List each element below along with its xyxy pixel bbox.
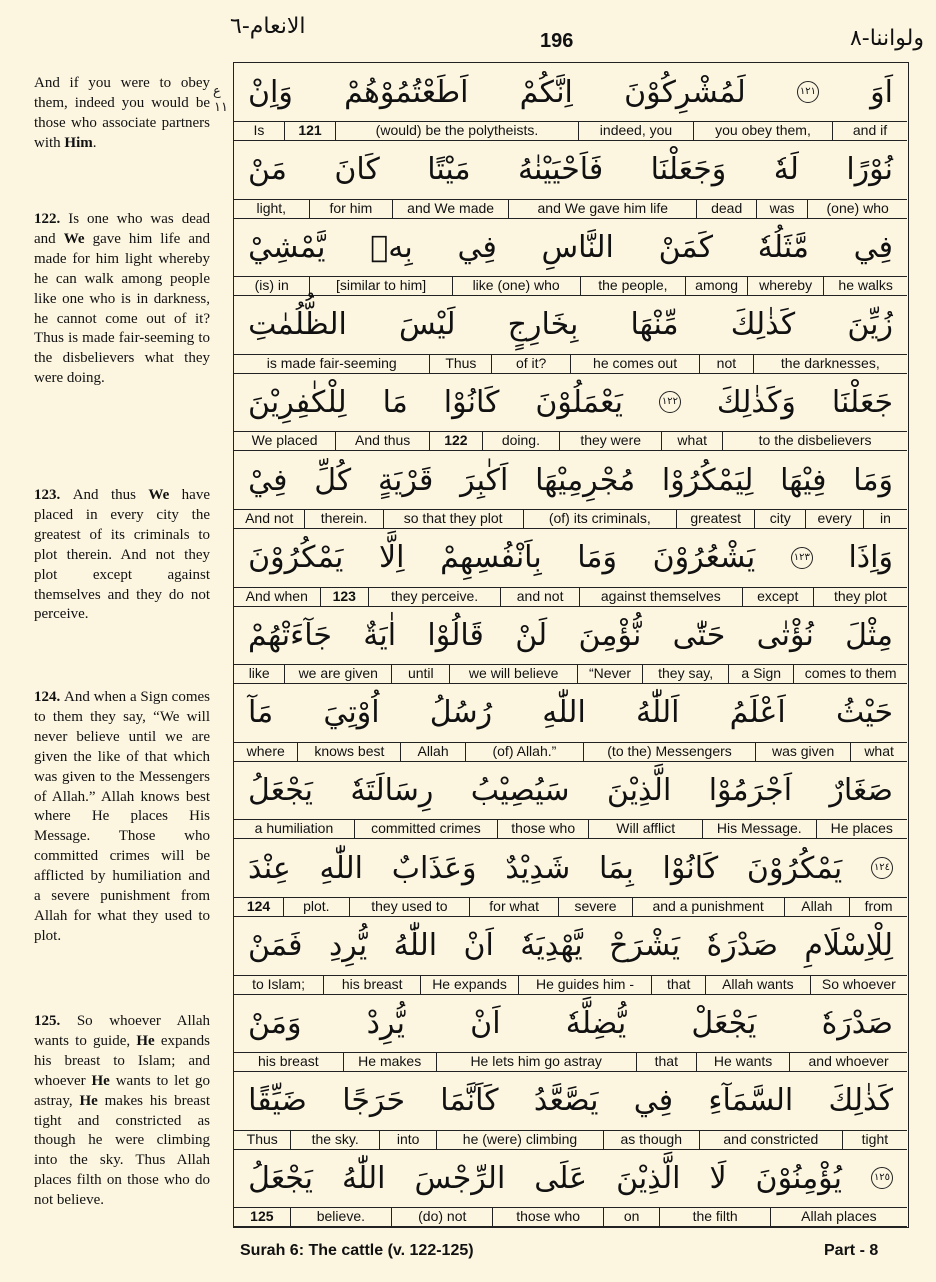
english-gloss-cell: those who [497,820,588,838]
arabic-word: زُيِّنَ [847,307,893,343]
arabic-word: وَاِنْ [248,74,293,110]
english-gloss-cell: plot. [283,898,349,916]
english-gloss-cell: a Sign [728,665,793,683]
arabic-word: فِيْ [248,462,288,498]
arabic-word: يُّرِدِ [328,928,368,964]
english-gloss-cell: knows best [297,743,400,761]
arabic-word: بِمَا [598,850,634,886]
english-gloss-cell: Thus [429,355,491,373]
english-gloss-line [234,1130,907,1150]
english-gloss-cell: what [850,743,907,761]
english-gloss-line [234,975,907,995]
word-by-word-grid [233,62,909,1228]
english-gloss-line [234,819,907,839]
arabic-word: كَذٰلِكَ [828,1083,893,1119]
arabic-word: وَعَذَابٌ [391,850,477,886]
arabic-line [234,606,907,664]
english-gloss-cell: Allah places [770,1208,907,1226]
arabic-word: حَرَجًا [342,1083,405,1119]
arabic-line [234,684,907,742]
english-gloss-cell: his breast [323,976,420,994]
english-gloss-cell: the darknesses, [753,355,907,373]
arabic-line [234,218,907,276]
arabic-word: حَيْثُ [835,695,893,731]
english-gloss-cell: His Message. [702,820,816,838]
english-gloss-cell: We placed [251,432,318,449]
arabic-word: لِلْكٰفِرِيْنَ [248,384,347,420]
english-gloss-cell: (one) who [807,200,907,218]
arabic-word: رِسَالَتَهٗ [350,772,434,808]
arabic-word: مَيْتًا [427,152,471,188]
english-gloss-cell: every [805,510,863,528]
english-gloss-cell: (of) its criminals, [523,510,677,528]
english-gloss-cell: Allah [400,743,464,761]
arabic-word: الرِّجْسَ [414,1160,506,1196]
arabic-word: وَمَنْ [248,1005,302,1041]
english-gloss-cell: So whoever [810,976,907,994]
ayah-end-marker: ١٢٣ [791,547,813,569]
english-gloss-cell: (to the) Messengers [583,743,755,761]
arabic-word: اَعْلَمُ [729,695,786,731]
arabic-word: مَّثَلُهٗ [757,229,809,265]
commentary-text: And if you were to obey them, indeed you would be those who associate partners with Him. [34,75,210,151]
arabic-word: اِلَّا [379,540,405,576]
english-gloss-cell: [similar to him] [309,277,451,295]
english-gloss-cell: 125 [250,1208,274,1225]
arabic-word: اَوَ [870,74,893,110]
english-gloss-cell: and a punishment [632,898,784,916]
arabic-word: كَذٰلِكَ [730,307,796,343]
english-gloss-cell: until [391,665,449,683]
english-gloss-cell: And thus [335,432,429,450]
english-gloss-cell: and not [500,588,579,606]
arabic-word: بِاَنْفُسِهِمْ [440,540,542,576]
arabic-word: فِي [633,1083,674,1119]
english-gloss-cell: as though [603,1131,699,1149]
english-gloss-cell: you obey them, [693,122,832,140]
arabic-word: لَا [709,1160,727,1196]
arabic-word: النَّاسِ [541,229,614,265]
arabic-word: كُلِّ [314,462,352,498]
arabic-line [234,63,907,121]
english-gloss-cell: comes to them [793,665,907,683]
ayah-end-marker: ١٢٢ [659,391,681,413]
english-gloss-cell: Allah [784,898,850,916]
english-gloss-cell: they perceive. [368,588,500,606]
arabic-word: لِلْاِسْلَامِ [804,928,893,964]
english-gloss-cell: He wants [696,1053,789,1071]
english-gloss-line [234,509,907,529]
arabic-word: وَمَا [853,462,893,498]
arabic-word: اَللّٰهُ [635,695,680,731]
arabic-word: يَّهْدِيَهٗ [520,928,583,964]
arabic-word: اُوْتِيَ [323,695,380,731]
english-gloss-cell: they plot [813,588,907,606]
arabic-word: لَيْسَ [399,307,456,343]
english-gloss-cell: they were [559,432,661,450]
commentary-text: And when a Sign comes to them they say, “We will never believe until we are given the like of that which was given to the Messengers of Allah.” Allah knows best where He places His Message. Those who committed crimes will be afflicted by humiliation and a severe punishment from Allah for what they used to plot. [34,689,211,944]
surah-name-arabic: الانعام-٦ [230,14,306,39]
commentary-text: And thus We have placed in every city the greatest of its criminals to plot therein. And not they plot except against themselves and they do not perceive. [34,487,210,623]
english-gloss-cell: He places [816,820,907,838]
english-gloss-cell: committed crimes [354,820,497,838]
arabic-word: جَعَلْنَا [831,384,893,420]
english-gloss-cell: He guides him - [518,976,652,994]
english-gloss-line [234,431,907,451]
commentary-paragraph [34,210,210,389]
arabic-word: يُّرِدْ [366,1005,405,1041]
arabic-word: فِي [853,229,893,265]
commentary-text: Is one who was dead and We gave him life and made for him light whereby he can walk among people like one who is in darkness, he cannot come out of it? Thus is made fair-seeming to the disbelievers what they were doing. [34,211,211,387]
english-gloss-cell: he comes out [570,355,699,373]
english-gloss-cell: not [699,355,752,373]
english-gloss-cell: to the disbelievers [722,432,907,450]
english-gloss-cell: they say, [642,665,728,683]
arabic-word: يَجْعَلُ [248,772,313,808]
english-gloss-cell: on [603,1208,660,1226]
arabic-word: كَانُوْا [662,850,719,886]
commentary-paragraph [34,486,210,625]
arabic-word: ضَيِّقًا [248,1083,307,1119]
arabic-word: وَاِذَا [848,540,893,576]
arabic-word: كَاَنَّمَا [440,1083,499,1119]
page-number: 196 [540,30,574,52]
arabic-word: كَمَنْ [658,229,714,265]
arabic-word: مَا [382,384,408,420]
arabic-line [234,1072,907,1130]
english-gloss-cell: Is [253,122,265,138]
arabic-word: اَطَعْتُمُوْهُمْ [344,74,469,110]
english-gloss-cell: those who [492,1208,602,1226]
english-gloss-cell: therein. [304,510,382,528]
english-gloss-cell: and if [832,122,907,140]
english-gloss-cell: like [248,665,270,682]
arabic-word: وَكَذٰلِكَ [716,384,796,420]
english-gloss-cell: and constricted [699,1131,842,1149]
english-gloss-cell: was [756,200,807,218]
surah-caption: Surah 6: The cattle (v. 122-125) [240,1242,474,1259]
arabic-line [234,1149,907,1207]
arabic-word: فِيْهَا [780,462,827,498]
arabic-word: اللّٰهُ [393,928,438,964]
english-gloss-cell: He makes [343,1053,436,1071]
english-gloss-cell: 124 [246,898,271,914]
english-gloss-cell: the sky. [290,1131,379,1149]
arabic-word: يَصَّعَّدُ [533,1083,599,1119]
arabic-word: بِخَارِجٍ [507,307,579,343]
arabic-word: يَّمْشِيْ [248,229,326,265]
verse-number: 123. [34,487,73,503]
arabic-word: مَآ [248,695,274,731]
english-gloss-cell: except [742,588,813,606]
arabic-word: لِيَمْكُرُوْا [661,462,754,498]
english-gloss-cell: (do) not [391,1208,492,1226]
arabic-word: اٰيَةٌ [363,617,397,653]
english-gloss-line [234,897,907,917]
arabic-word: السَّمَآءِ [708,1083,794,1119]
english-gloss-cell: He expands [420,976,517,994]
english-gloss-cell: for what [469,898,558,916]
arabic-line [234,994,907,1052]
english-gloss-cell: light, [256,199,287,216]
arabic-word: سَيُصِيْبُ [470,772,570,808]
english-gloss-cell: of it? [491,355,570,373]
arabic-word: لَمُشْرِكُوْنَ [624,74,746,110]
english-gloss-cell: what [661,432,722,450]
arabic-word: شَدِيْدٌ [505,850,571,886]
arabic-word: اَجْرَمُوْا [708,772,793,808]
arabic-word: كَانَ [334,152,380,188]
arabic-word: يُّضِلَّهٗ [565,1005,627,1041]
english-gloss-cell: that [651,976,705,994]
arabic-word: مُجْرِمِيْهَا [535,462,636,498]
english-gloss-cell: (of) Allah.” [465,743,583,761]
english-gloss-line [234,1207,907,1227]
english-gloss-cell: tight [842,1131,907,1149]
english-gloss-line [234,199,907,219]
english-gloss-cell: a humiliation [254,820,334,837]
arabic-word: اِنَّكُمْ [519,74,573,110]
commentary-paragraph [34,688,210,947]
part-caption: Part - 8 [824,1242,879,1259]
arabic-line [234,451,907,509]
english-gloss-cell: And when [245,587,308,604]
english-gloss-cell: was given [755,743,850,761]
arabic-word: نُوْرًا [846,152,893,188]
english-gloss-cell: 121 [284,122,335,140]
arabic-word: صَغَارٌ [829,772,893,808]
arabic-word: كَانُوْا [443,384,500,420]
english-gloss-cell: “Never [577,665,642,683]
juz-name-arabic: ولواننا-٨ [849,26,924,51]
arabic-word: مَنْ [248,152,287,188]
english-gloss-cell: the people, [580,277,686,295]
arabic-word: يَشْعُرُوْنَ [652,540,756,576]
arabic-word: نُؤْتٰى [756,617,814,653]
english-gloss-cell: that [636,1053,696,1071]
arabic-word: مِّنْهَا [630,307,679,343]
arabic-word: اللّٰهُ [341,1160,386,1196]
verse-number: 122. [34,211,69,227]
arabic-word: الظُّلُمٰتِ [248,307,347,343]
english-gloss-cell: city [754,510,805,528]
arabic-word: عِنْدَ [248,850,291,886]
english-gloss-line [234,664,907,684]
arabic-word: يَشْرَحْ [609,928,681,964]
arabic-word: جَآءَتْهُمْ [248,617,332,653]
english-gloss-cell: 122 [429,432,482,450]
english-gloss-cell: the filth [659,1208,769,1226]
arabic-word: يَمْكُرُوْنَ [248,540,344,576]
arabic-word: فَمَنْ [248,928,303,964]
ruku-number: ۱۱ [214,100,228,115]
verse-number: 124. [34,689,65,705]
commentary-paragraph [34,74,210,154]
arabic-word: اَنْ [470,1005,501,1041]
verse-number: 125. [34,1013,77,1029]
english-gloss-cell: we are given [284,665,391,683]
english-gloss-cell: for him [309,200,393,218]
english-gloss-cell: to Islam; [252,975,305,992]
arabic-word: الَّذِيْنَ [606,772,672,808]
ruku-mark: ع [213,84,221,99]
page-footer [0,1236,936,1282]
english-gloss-cell: dead [696,200,755,218]
english-gloss-cell: Will afflict [588,820,702,838]
english-gloss-line [234,587,907,607]
arabic-word: رُسُلُ [429,695,493,731]
arabic-line [234,141,907,199]
english-gloss-cell: indeed, you [578,122,693,140]
english-gloss-cell: and whoever [789,1053,907,1071]
english-gloss-cell: like (one) who [452,277,580,295]
arabic-word: يَعْمَلُوْنَ [535,384,623,420]
arabic-word: فَاَحْيَيْنٰهُ [517,152,604,188]
arabic-word: لَنْ [515,617,548,653]
english-gloss-cell: (is) in [254,277,289,294]
english-gloss-line [234,276,907,296]
english-gloss-cell: and We gave him life [508,200,696,218]
english-gloss-cell: we will believe [449,665,576,683]
english-gloss-cell: 123 [320,588,369,606]
english-gloss-cell: believe. [290,1208,391,1226]
english-gloss-line [234,742,907,762]
arabic-line [234,529,907,587]
english-gloss-cell: from [849,898,907,916]
english-gloss-cell: where [246,742,285,759]
english-gloss-cell: Allah wants [705,976,810,994]
arabic-line [234,296,907,354]
english-gloss-cell: among [685,277,747,295]
english-gloss-cell: against themselves [579,588,741,606]
arabic-word: مِثْلَ [845,617,893,653]
arabic-word: اللّٰهِ [542,695,586,731]
ayah-end-marker: ١٢٤ [871,857,893,879]
english-gloss-cell: (would) be the polytheists. [335,122,578,140]
arabic-word: اللّٰهِ [319,850,363,886]
arabic-line [234,373,907,431]
arabic-word: اَنْ [463,928,494,964]
english-gloss-cell: his breast [257,1053,319,1070]
arabic-word: يَجْعَلْ [691,1005,757,1041]
arabic-line [234,917,907,975]
arabic-word: يُؤْمِنُوْنَ [755,1160,843,1196]
arabic-word: فِي [457,229,497,265]
english-gloss-line [234,354,907,374]
english-gloss-cell: in [863,510,907,528]
arabic-line [234,761,907,819]
english-gloss-cell: he walks [823,277,907,295]
english-gloss-cell: greatest [676,510,754,528]
english-gloss-cell: he (were) climbing [436,1131,602,1149]
arabic-word: يَمْكُرُوْنَ [746,850,843,886]
ayah-end-marker: ١٢١ [797,81,819,103]
english-gloss-cell: is made fair-seeming [266,354,397,371]
arabic-word: قَرْيَةٍ [377,462,434,498]
arabic-word: الَّذِيْنَ [616,1160,681,1196]
english-gloss-cell: Thus [246,1130,278,1147]
arabic-word: وَمَا [577,540,617,576]
arabic-word: اَكٰبِرَ [460,462,509,498]
english-gloss-cell: so that they plot [383,510,523,528]
english-gloss-line [234,121,907,141]
arabic-line [234,839,907,897]
english-gloss-line [234,1052,907,1072]
arabic-word: قَالُوْا [427,617,484,653]
english-gloss-cell: severe [558,898,631,916]
arabic-word: يَجْعَلُ [248,1160,314,1196]
english-gloss-cell: And not [245,510,294,526]
english-gloss-cell: doing. [482,432,559,450]
arabic-word: حَتّٰى [672,617,726,653]
arabic-word: لَهٗ [773,152,799,188]
arabic-word: وَجَعَلْنَا [650,152,727,188]
english-gloss-cell: and We made [392,200,508,218]
commentary-paragraph [34,1012,210,1211]
page-header [0,0,936,62]
english-gloss-cell: they used to [349,898,469,916]
english-gloss-cell: He lets him go astray [436,1053,636,1071]
arabic-word: صَدْرَهٗ [821,1005,893,1041]
commentary-text: So whoever Allah wants to guide, He expands his breast to Islam; and whoever He wants to let go astray, He makes his breast tight and constricted as though he were climbing into the sky. Thus Allah places filth on those who do not believe. [34,1013,211,1209]
english-gloss-cell: whereby [747,277,823,295]
arabic-word: بِهٖ [370,229,413,265]
english-gloss-cell: into [379,1131,436,1149]
arabic-word: عَلَى [534,1160,588,1196]
ayah-end-marker: ١٢٥ [871,1167,893,1189]
arabic-word: صَدْرَهٗ [706,928,778,964]
arabic-word: نُّؤْمِنَ [578,617,642,653]
